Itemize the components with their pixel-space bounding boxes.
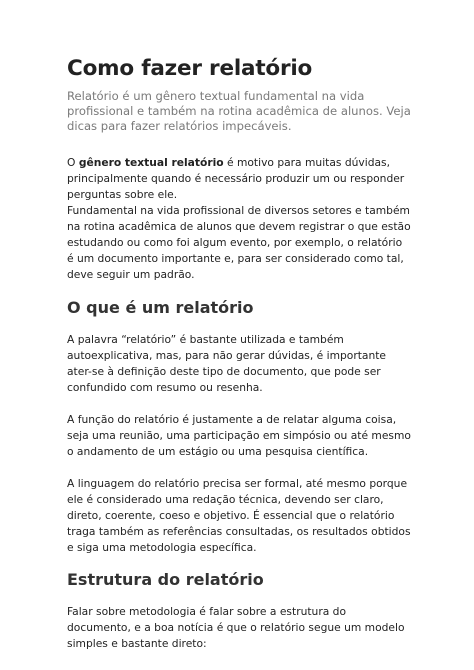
section1-paragraph: A palavra “relatório” é bastante utilizada e também autoexplicativa, mas, para não gerar dúvidas, é importante ater-se à definição deste tipo de documento, que pode ser confundido com resumo ou resenha. (67, 333, 386, 394)
document-title: Como fazer relatório (67, 56, 313, 81)
intro-suffix: é motivo para muitas dúvidas, principalmente quando é necessário produzir um ou responder perguntas sobre ele. (67, 156, 405, 201)
intro-paragraph (67, 155, 412, 203)
section2-paragraph: Falar sobre metodologia é falar sobre a estrutura do documento, e a boa notícia é que o relatório segue um modelo simples e bastante direto: (67, 605, 405, 650)
intro-continuation-paragraph: Fundamental na vida profissional de diversos setores e também na rotina acadêmica de alunos que devem registrar o que estão estudando ou como foi algum evento, por exemplo, o relatório é um documento importante e, para ser considerado como tal, deve seguir um padrão. (67, 204, 411, 281)
document-subtitle: Relatório é um gênero textual fundamental na vida profissional e também na rotina acadêmica de alunos. Veja dicas para fazer relatórios impecáveis. (67, 89, 411, 133)
section-heading-what-is: O que é um relatório (67, 298, 254, 317)
section-heading-structure: Estrutura do relatório (67, 570, 264, 589)
intro-prefix: O (67, 156, 79, 169)
intro-bold-term: gênero textual relatório (78, 156, 224, 169)
section1-paragraph: A linguagem do relatório precisa ser formal, até mesmo porque ele é considerado uma redação técnica, devendo ser claro, direto, coerente, coeso e objetivo. É essencial que o relatório traga também as referências consultadas, os resultados obtidos e siga uma metodologia específica. (67, 477, 411, 554)
document-page (67, 55, 412, 652)
section1-paragraph: A função do relatório é justamente a de relatar alguma coisa, seja uma reunião, uma participação em simpósio ou até mesmo o andamento de um estágio ou uma pesquisa científica. (67, 413, 411, 458)
